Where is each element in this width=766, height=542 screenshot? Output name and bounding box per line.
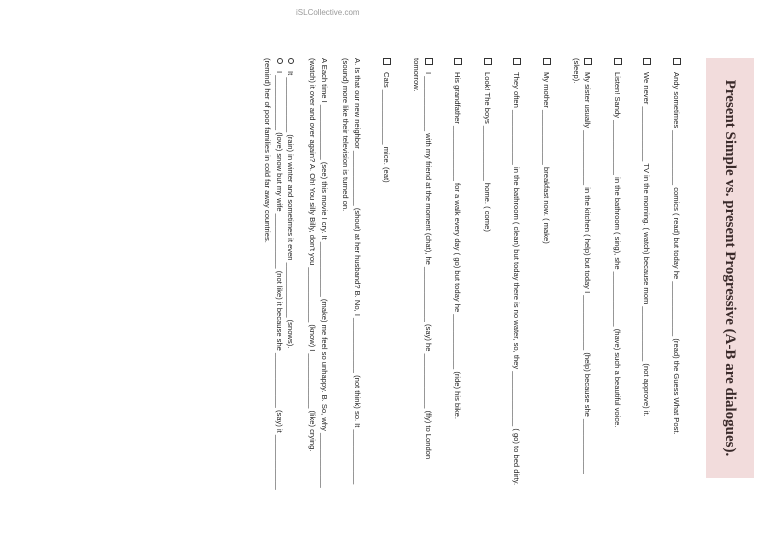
exercise-item [381, 58, 393, 494]
exercise-text: My mother _____________ breakfast now. ( make) [542, 72, 552, 244]
exercise-item [452, 58, 464, 494]
checkbox-bullet-icon [454, 58, 462, 65]
final-item-text: I _____________ (love) snow but my wife _____________ (not like) it because she _____________ (say) it _____________ (remind) her of poor families in cold far away countries. [263, 58, 284, 490]
exercise-text: My sister usually _____________ in the kitchen ( help) but today I _____________ (help) because she _____________ (sleep). [571, 58, 593, 474]
exercise-text: They often _____________ in the bathroom ( clean) but today there is no water, so, they _____________ ( go) to bed dirty. [512, 72, 522, 486]
checkbox-bullet-icon [614, 58, 622, 65]
checkbox-bullet-icon [484, 58, 492, 65]
dialogue-text: A. Is that our new neighbor _____________ (shout) at her husband? B. No, I _____________ (not think) so. It _____________ (sound) more like their television is turned on. [341, 58, 362, 485]
exercise-item [511, 58, 523, 494]
checkbox-bullet-icon [643, 58, 651, 65]
worksheet-title: Present Simple vs. present Progressive (A-B are dialogues). [722, 79, 739, 457]
dialogue-section [307, 58, 363, 494]
exercise-text: Look! The boys _____________ home. ( come) [482, 72, 492, 232]
checkbox-bullet-icon [513, 58, 521, 65]
exercise-item [410, 58, 433, 494]
exercise-text: Andy sometimes _____________ comics ( read) but today he _____________ (read) the Guess What Post. [672, 72, 681, 435]
exercise-text: Cats _____________ mice. (eat) [382, 72, 392, 183]
title-banner [706, 58, 754, 478]
exercise-item [641, 58, 653, 494]
circle-bullet-icon [289, 58, 295, 64]
final-item-text: It _____________ (rain) in winter and sometimes it even _____________ (snows). [286, 71, 296, 349]
exercise-text: His grandfather _____________ for a walk every day ( go) but today he _____________ (ride) his bike. [453, 72, 463, 420]
exercise-text: We never _____________ TV in the morning. ( watch) because mom _____________ (not approve) it. [642, 72, 652, 417]
exercise-text: I _____________ with my friend at the moment (chat), he _____________ (say) he _____________ (fly) to London tomorrow. [412, 58, 433, 460]
exercise-text: Listen! Sandy _____________ in the bathroom ( sing), she _____________ (have) such a beautiful voice. [612, 72, 622, 428]
circle-bullet-icon [277, 58, 283, 64]
checkbox-bullet-icon [584, 58, 592, 65]
exercise-item [611, 58, 623, 494]
exercise-content [262, 58, 682, 494]
checkbox-bullet-icon [425, 58, 433, 65]
exercise-item [481, 58, 493, 494]
dialogue-text: A Each time I _____________ (see) this movie I cry. It _____________ (make) me feel so unhappy. B. So, why _____________ (watch) it over and over again? A. Oh! You silly Billy, don't you _____________ (know) I _____________ (like) crying. [308, 58, 329, 488]
checkbox-bullet-icon [673, 58, 681, 65]
final-item [285, 58, 297, 494]
checkbox-bullet-icon [383, 58, 391, 65]
exercise-item [540, 58, 552, 494]
checkbox-bullet-icon [543, 58, 551, 65]
final-item [262, 58, 285, 494]
exercise-item [670, 58, 682, 494]
exercise-item [570, 58, 593, 494]
site-watermark: iSLCollective.com [296, 8, 360, 17]
